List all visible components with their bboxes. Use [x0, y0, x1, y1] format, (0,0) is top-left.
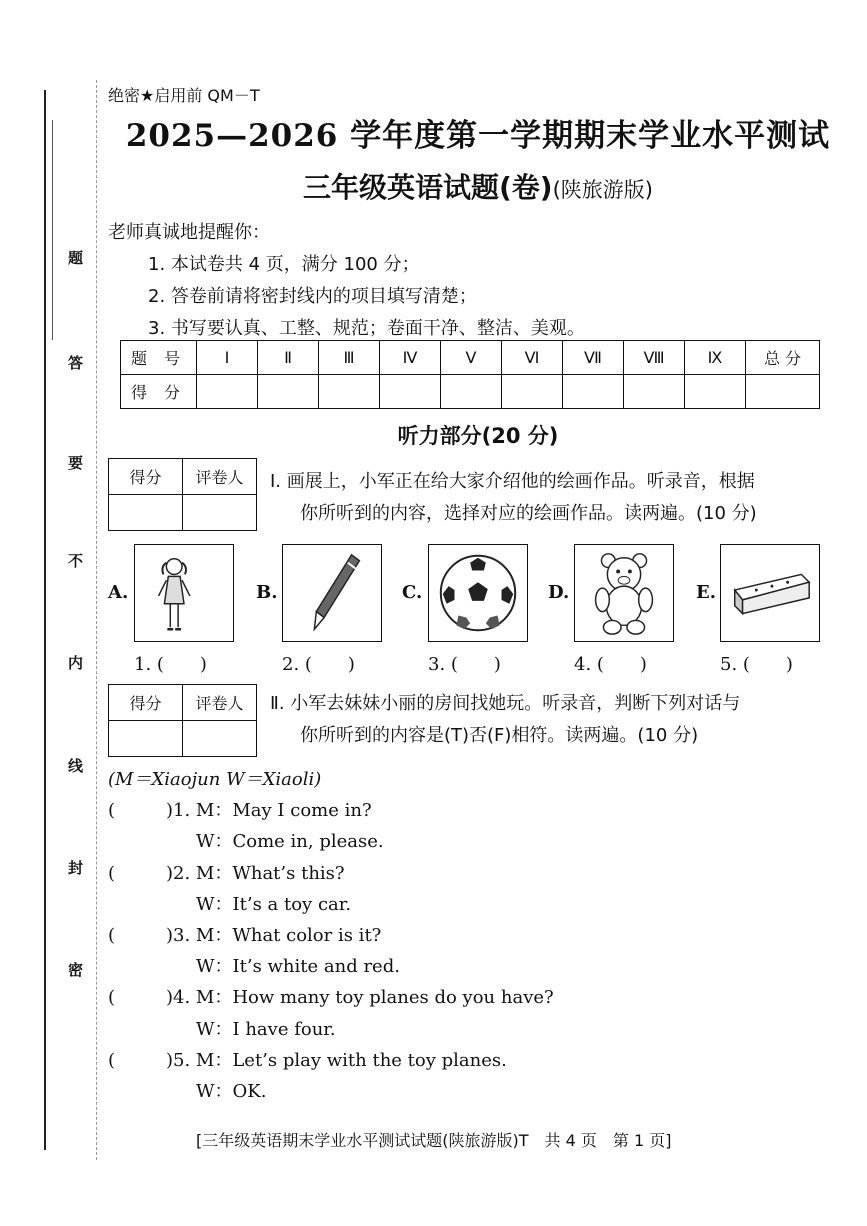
picture-row	[108, 544, 828, 644]
dialog-w-line: W：It’s white and red.	[196, 956, 400, 978]
picture-letter: E.	[696, 582, 716, 603]
exam-title: 2025—2026 学年度第一学期期末学业水平测试	[125, 118, 831, 154]
answer-blank[interactable]: 5. ( )	[720, 654, 793, 675]
question-1-instructions	[270, 466, 830, 530]
seal-char: 要	[66, 455, 84, 470]
seal-char: 封	[66, 860, 84, 875]
column-header: Ⅴ	[441, 341, 502, 375]
picture-a[interactable]	[134, 544, 234, 642]
tip-item: 2. 答卷前请将密封线内的项目填写清楚；	[148, 286, 477, 307]
dialog-w-row	[108, 951, 400, 982]
grader-box-grader-cell[interactable]	[183, 721, 257, 757]
column-header: Ⅸ	[685, 341, 746, 375]
question-2-instructions	[270, 688, 830, 752]
column-header: Ⅲ	[319, 341, 380, 375]
answer-paren[interactable]: (	[108, 1049, 116, 1071]
column-header: Ⅰ	[197, 341, 258, 375]
answer-paren[interactable]: (	[108, 924, 116, 946]
seal-dashed-line	[96, 80, 97, 1160]
answer-blank[interactable]: 1. ( )	[134, 654, 207, 675]
column-header: Ⅵ	[502, 341, 563, 375]
column-header: Ⅱ	[258, 341, 319, 375]
score-cell[interactable]	[685, 375, 746, 409]
binding-line	[44, 90, 46, 1150]
tip-item: 3. 书写要认真、工整、规范；卷面干净、整洁、美观。	[148, 318, 585, 339]
page-footer: [三年级英语期末学业水平测试试题(陕旅游版)T 共 4 页 第 1 页]	[196, 1131, 672, 1150]
score-cell[interactable]	[197, 375, 258, 409]
answer-blank[interactable]: 4. ( )	[574, 654, 647, 675]
score-cell[interactable]	[563, 375, 624, 409]
score-table	[120, 340, 820, 409]
answer-blank[interactable]: 3. ( )	[428, 654, 501, 675]
answer-paren[interactable]: (	[108, 800, 116, 822]
score-cell[interactable]	[746, 375, 820, 409]
dialog-list	[108, 764, 554, 1107]
dialog-w-row	[108, 889, 352, 920]
grader-box-grader-label: 评卷人	[183, 459, 257, 495]
picture-c[interactable]	[428, 544, 528, 642]
picture-b[interactable]	[282, 544, 382, 642]
column-header: Ⅳ	[380, 341, 441, 375]
row-label: 得 分	[121, 375, 197, 409]
question-1-line: 你所听到的内容，选择对应的绘画作品。读两遍。(10 分)	[300, 503, 757, 524]
binding-line-inner	[52, 120, 53, 340]
dialog-m-line: )2. M：What’s this?	[166, 862, 345, 884]
pen-icon	[283, 545, 381, 641]
dialog-item	[108, 858, 345, 889]
girl-icon	[135, 545, 233, 641]
question-2-line: 你所听到的内容是(T)否(F)相符。读两遍。(10 分)	[300, 725, 699, 746]
tip-item: 1. 本试卷共 4 页，满分 100 分；	[148, 254, 420, 275]
section-title: 听力部分(20 分)	[397, 424, 559, 448]
grader-box-grader-label: 评卷人	[183, 685, 257, 721]
picture-letter: B.	[256, 582, 278, 603]
dialog-w-row	[108, 1014, 336, 1045]
speaker-legend: (M＝Xiaojun W＝Xiaoli)	[108, 769, 322, 790]
answer-paren[interactable]: (	[108, 862, 116, 884]
dialog-w-row	[108, 1076, 321, 1107]
grader-box-grader-cell[interactable]	[183, 495, 257, 531]
grader-box-score-cell[interactable]	[109, 495, 183, 531]
dialog-w-line: W：Come in, please.	[196, 831, 384, 853]
dialog-item	[108, 920, 382, 951]
seal-char: 题	[66, 250, 84, 265]
column-header: 总 分	[746, 341, 820, 375]
subtitle-text: 三年级英语试题(卷)	[303, 171, 553, 204]
grader-box	[108, 458, 257, 531]
picture-letter: A.	[108, 582, 129, 603]
score-cell[interactable]	[258, 375, 319, 409]
dialog-w-line: W：OK.	[196, 1080, 267, 1102]
seal-char: 答	[66, 355, 84, 370]
answer-blank[interactable]: 2. ( )	[282, 654, 355, 675]
grader-box-score-label: 得分	[109, 685, 183, 721]
dialog-w-line: W：It’s a toy car.	[196, 893, 352, 915]
score-cell[interactable]	[502, 375, 563, 409]
picture-letter: D.	[548, 582, 570, 603]
row-label: 题 号	[121, 341, 197, 375]
dialog-m-line: )1. M：May I come in?	[166, 800, 372, 822]
dialog-item	[108, 795, 372, 826]
seal-char: 线	[66, 758, 84, 773]
question-1-line: Ⅰ. 画展上，小军正在给大家介绍他的绘画作品。听录音，根据	[270, 471, 755, 492]
seal-char: 密	[66, 962, 84, 977]
picture-e[interactable]	[720, 544, 820, 642]
score-cell[interactable]	[380, 375, 441, 409]
score-cell[interactable]	[319, 375, 380, 409]
exam-subtitle	[108, 166, 848, 206]
dialog-m-line: )5. M：Let’s play with the toy planes.	[166, 1049, 507, 1071]
column-header: Ⅶ	[563, 341, 624, 375]
seal-char: 不	[66, 553, 84, 568]
teddy-bear-icon	[575, 545, 673, 641]
score-cell[interactable]	[441, 375, 502, 409]
edition-text: (陕旅游版)	[552, 178, 653, 202]
dialog-item	[108, 982, 554, 1013]
tips-heading: 老师真诚地提醒你：	[108, 222, 270, 243]
grader-box-score-cell[interactable]	[109, 721, 183, 757]
answer-paren[interactable]: (	[108, 987, 116, 1009]
picture-letter: C.	[402, 582, 423, 603]
grader-box-score-label: 得分	[109, 459, 183, 495]
score-cell[interactable]	[624, 375, 685, 409]
picture-d[interactable]	[574, 544, 674, 642]
tips-block	[108, 217, 585, 345]
score-table-score-row	[121, 375, 820, 409]
seal-char: 内	[66, 655, 84, 670]
secret-label: 绝密★启用前 QM－T	[108, 86, 260, 105]
score-table-header-row	[121, 341, 820, 375]
pencil-box-icon	[721, 545, 819, 641]
grader-box	[108, 684, 257, 757]
question-2-line: Ⅱ. 小军去妹妹小丽的房间找她玩。听录音，判断下列对话与	[270, 693, 741, 714]
football-icon	[429, 545, 527, 641]
dialog-m-line: )4. M：How many toy planes do you have?	[166, 987, 554, 1009]
dialog-w-row	[108, 826, 384, 857]
dialog-w-line: W：I have four.	[196, 1018, 336, 1040]
dialog-m-line: )3. M：What color is it?	[166, 924, 382, 946]
dialog-item	[108, 1045, 507, 1076]
column-header: Ⅷ	[624, 341, 685, 375]
